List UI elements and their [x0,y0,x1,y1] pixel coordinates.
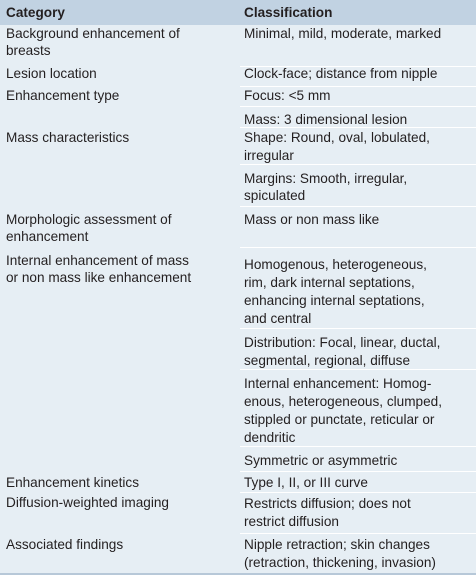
category-cell-line: Enhancement type [6,88,120,103]
category-cell-line: breasts [6,43,51,58]
classification-cell-line: stippled or punctate, reticular or [244,412,435,427]
classification-cell-line: (retraction, thickening, invasion) [244,555,436,570]
classification-cell-line: Distribution: Focal, linear, ductal, [244,335,441,350]
category-cell-line: or non mass like enhancement [6,270,192,285]
classification-cell-line: dendritic [244,430,296,445]
category-cell-line: Enhancement kinetics [6,475,139,490]
classification-cell-line: restrict diffusion [244,514,339,529]
classification-cell-line: enous, heterogeneous, clumped, [244,394,443,409]
row-separator [240,247,476,248]
classification-cell-line: segmental, regional, diffuse [244,353,410,368]
row-separator [240,206,476,207]
row-separator [240,164,476,165]
row-separator [240,533,476,534]
category-cell-line: Internal enhancement of mass [6,253,189,268]
classification-cell-line: Mass: 3 dimensional lesion [244,112,408,127]
classification-cell-line: Homogenous, heterogeneous, [244,257,427,272]
row-separator [240,106,476,107]
classification-cell-line: and central [244,311,312,326]
category-cell-line: Background enhancement of [6,26,180,41]
category-cell-line: enhancement [6,229,89,244]
classification-cell-line: Nipple retraction; skin changes [244,537,430,552]
classification-cell-line: Shape: Round, oval, lobulated, [244,130,430,145]
row-separator [240,328,476,329]
row-separator [240,492,476,493]
category-cell-line: Associated findings [6,537,124,552]
classification-cell-line: Clock-face; distance from nipple [244,66,438,81]
table-header [0,0,476,25]
classification-cell-line: irregular [244,148,294,163]
category-cell-line: Lesion location [6,66,97,81]
category-cell-line: Mass characteristics [6,130,130,145]
classification-cell-line: Focus: <5 mm [244,88,331,103]
category-column-header: Category [6,5,65,20]
classification-cell-line: Internal enhancement: Homog- [244,376,432,391]
row-separator [240,127,476,128]
classification-cell-line: spiculated [244,188,306,203]
classification-column-header: Classification [244,5,333,20]
row-separator [240,369,476,370]
classification-cell-line: rim, dark internal septations, [244,275,415,290]
category-cell-line: Morphologic assessment of [6,212,172,227]
classification-cell-line: Minimal, mild, moderate, marked [244,26,442,41]
row-separator [240,446,476,447]
category-cell-line: Diffusion-weighted imaging [6,495,169,510]
classification-cell-line: enhancing internal septations, [244,293,425,308]
classification-cell-line: Symmetric or asymmetric [244,453,398,468]
row-separator [240,471,476,472]
classification-cell-line: Margins: Smooth, irregular, [244,171,408,186]
classification-cell-line: Mass or non mass like [244,212,380,227]
classification-cell-line: Restricts diffusion; does not [244,496,411,511]
classification-cell-line: Type I, II, or III curve [244,475,368,490]
